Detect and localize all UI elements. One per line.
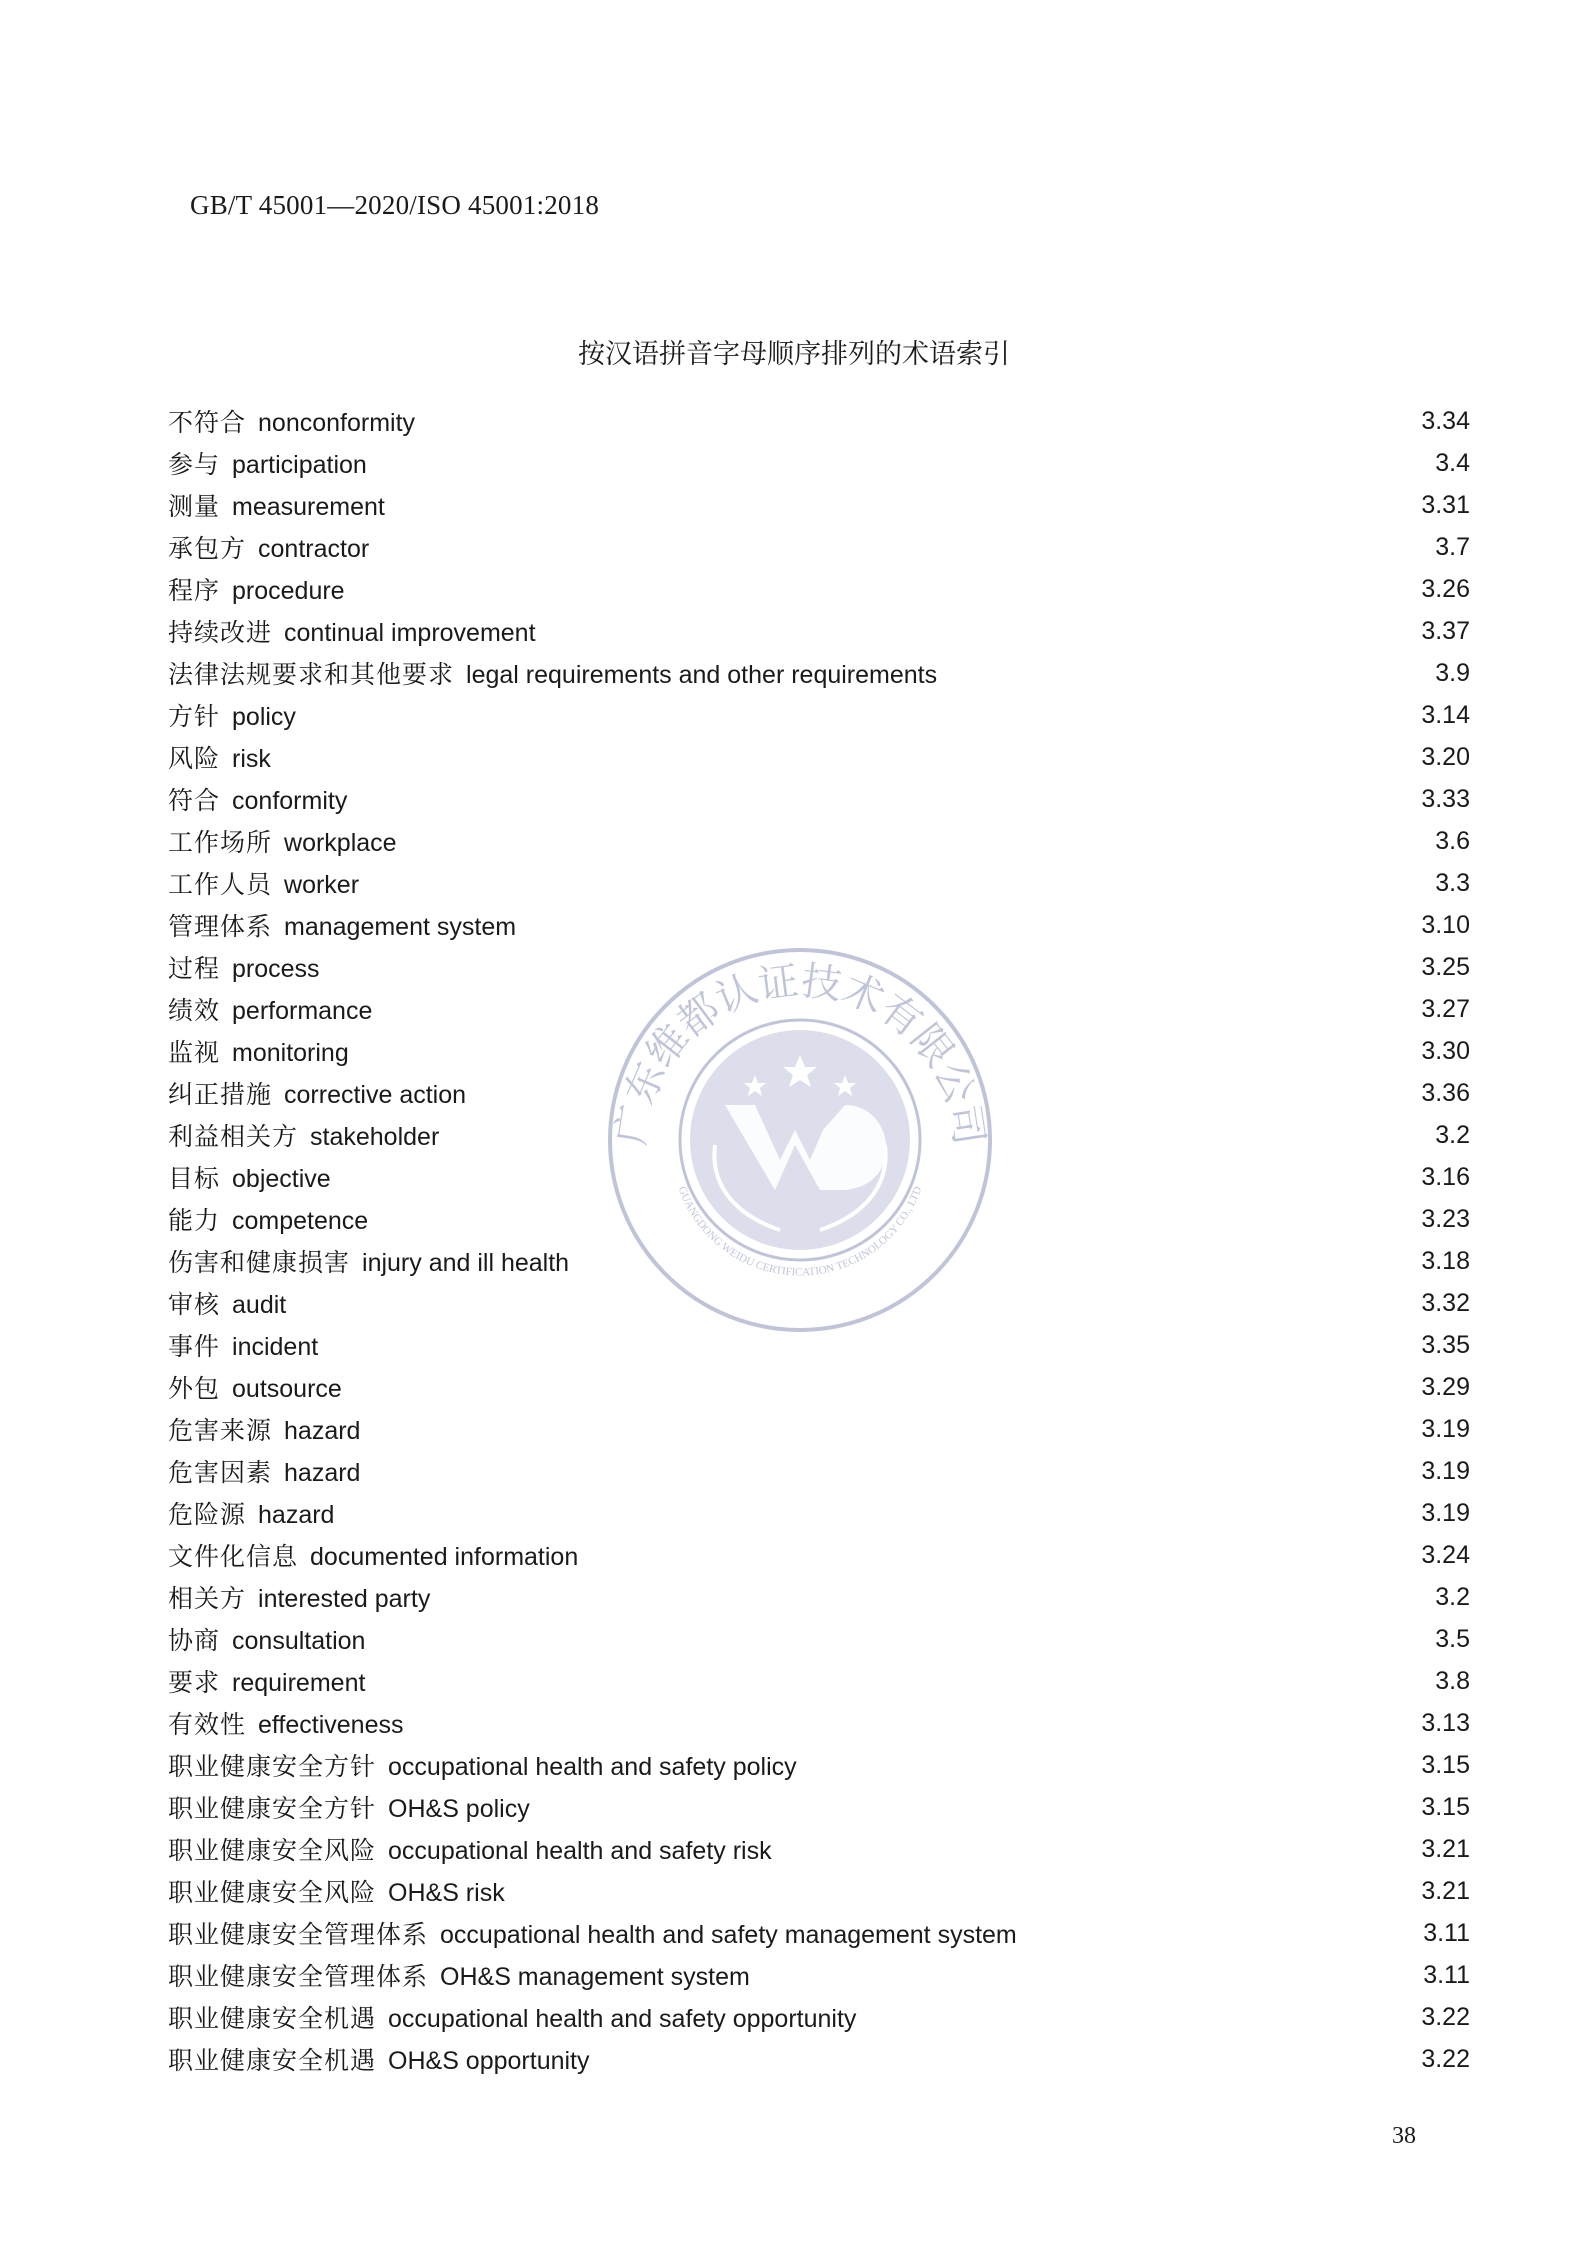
index-entry-term xyxy=(168,1999,856,2035)
clause-reference: 3.32 xyxy=(1421,1288,1470,1317)
index-entry-term xyxy=(168,1621,365,1657)
term-english: legal requirements and other requirements xyxy=(466,661,938,689)
clause-reference: 3.18 xyxy=(1421,1246,1470,1275)
clause-reference: 3.22 xyxy=(1421,2044,1470,2073)
clause-reference: 3.5 xyxy=(1435,1624,1470,1653)
clause-reference: 3.19 xyxy=(1421,1456,1470,1485)
term-chinese: 不符合 xyxy=(168,408,247,437)
index-entry-term xyxy=(168,1243,569,1279)
seal-company-name: 广东维都认证技术有限公司 xyxy=(608,958,992,1149)
term-chinese: 风险 xyxy=(168,744,221,773)
clause-reference: 3.4 xyxy=(1435,448,1470,477)
clause-reference: 3.14 xyxy=(1421,700,1470,729)
index-entry xyxy=(168,484,1470,526)
term-chinese: 监视 xyxy=(168,1038,221,1067)
index-entry xyxy=(168,442,1470,484)
term-english: stakeholder xyxy=(310,1123,440,1151)
clause-reference: 3.6 xyxy=(1435,826,1470,855)
index-entry-term xyxy=(168,1873,505,1909)
term-english: occupational health and safety risk xyxy=(388,1837,772,1865)
clause-reference: 3.23 xyxy=(1421,1204,1470,1233)
index-entry-term xyxy=(168,1495,334,1531)
index-entry-term xyxy=(168,1705,403,1741)
term-english: measurement xyxy=(232,493,385,521)
index-entry-term xyxy=(168,1075,466,1111)
term-chinese: 职业健康安全机遇 xyxy=(168,2004,377,2033)
clause-reference: 3.2 xyxy=(1435,1120,1470,1149)
clause-reference: 3.21 xyxy=(1421,1876,1470,1905)
clause-reference: 3.34 xyxy=(1421,406,1470,435)
index-entry-term xyxy=(168,991,372,1027)
index-entry xyxy=(168,694,1470,736)
index-entry-term xyxy=(168,1327,318,1363)
index-entry-term xyxy=(168,865,359,901)
index-entry-term xyxy=(168,697,296,733)
index-entry-term xyxy=(168,2041,590,2077)
term-chinese: 危害来源 xyxy=(168,1416,273,1445)
term-english: participation xyxy=(232,451,367,479)
index-entry xyxy=(168,1366,1470,1408)
index-entry-term xyxy=(168,823,397,859)
term-chinese: 事件 xyxy=(168,1332,221,1361)
index-entry-term xyxy=(168,1453,360,1489)
index-entry xyxy=(168,988,1470,1030)
index-entry xyxy=(168,526,1470,568)
index-entry xyxy=(168,1870,1470,1912)
index-title: 按汉语拼音字母顺序排列的术语索引 xyxy=(578,339,1010,370)
term-english: interested party xyxy=(258,1585,431,1613)
term-chinese: 方针 xyxy=(168,702,221,731)
clause-reference: 3.2 xyxy=(1435,1582,1470,1611)
term-english: conformity xyxy=(232,787,348,815)
term-chinese: 纠正措施 xyxy=(168,1080,273,1109)
index-entry xyxy=(168,1198,1470,1240)
clause-reference: 3.24 xyxy=(1421,1540,1470,1569)
index-entry xyxy=(168,736,1470,778)
term-chinese: 相关方 xyxy=(168,1584,247,1613)
index-entry xyxy=(168,2038,1470,2080)
term-chinese: 要求 xyxy=(168,1668,221,1697)
index-entry xyxy=(168,1744,1470,1786)
clause-reference: 3.22 xyxy=(1421,2002,1470,2031)
clause-reference: 3.37 xyxy=(1421,616,1470,645)
term-chinese: 绩效 xyxy=(168,996,221,1025)
index-entry-term xyxy=(168,529,369,565)
term-index-list xyxy=(168,400,1470,2080)
clause-reference: 3.11 xyxy=(1423,1918,1470,1947)
term-english: OH&S opportunity xyxy=(388,2047,590,2075)
term-english: continual improvement xyxy=(284,619,536,647)
term-english: process xyxy=(232,955,320,983)
index-entry-term xyxy=(168,907,516,943)
index-entry xyxy=(168,568,1470,610)
term-chinese: 目标 xyxy=(168,1164,221,1193)
term-english: nonconformity xyxy=(258,409,416,437)
index-entry-term xyxy=(168,1789,530,1825)
clause-reference: 3.7 xyxy=(1435,532,1470,561)
index-entry-term xyxy=(168,1663,365,1699)
term-chinese: 职业健康安全管理体系 xyxy=(168,1920,429,1949)
index-entry xyxy=(168,1660,1470,1702)
term-english: policy xyxy=(232,703,296,731)
term-english: documented information xyxy=(310,1543,579,1571)
clause-reference: 3.15 xyxy=(1421,1750,1470,1779)
index-entry xyxy=(168,904,1470,946)
clause-reference: 3.29 xyxy=(1421,1372,1470,1401)
term-english: incident xyxy=(232,1333,319,1361)
term-chinese: 外包 xyxy=(168,1374,221,1403)
term-english: OH&S risk xyxy=(388,1879,505,1907)
clause-reference: 3.20 xyxy=(1421,742,1470,771)
term-english: contractor xyxy=(258,535,370,563)
term-english: audit xyxy=(232,1291,287,1319)
index-entry xyxy=(168,1324,1470,1366)
index-entry xyxy=(168,1114,1470,1156)
index-entry xyxy=(168,1030,1470,1072)
clause-reference: 3.8 xyxy=(1435,1666,1470,1695)
clause-reference: 3.11 xyxy=(1423,1960,1470,1989)
term-chinese: 职业健康安全方针 xyxy=(168,1794,377,1823)
term-chinese: 职业健康安全机遇 xyxy=(168,2046,377,2075)
index-entry-term xyxy=(168,949,320,985)
index-entry xyxy=(168,1954,1470,1996)
term-english: workplace xyxy=(284,829,397,857)
index-entry xyxy=(168,1828,1470,1870)
clause-reference: 3.21 xyxy=(1421,1834,1470,1863)
term-english: occupational health and safety policy xyxy=(388,1753,797,1781)
clause-reference: 3.19 xyxy=(1421,1414,1470,1443)
term-chinese: 程序 xyxy=(168,576,221,605)
index-entry-term xyxy=(168,487,385,523)
index-entry xyxy=(168,946,1470,988)
term-english: procedure xyxy=(232,577,345,605)
index-entry-term xyxy=(168,1915,1017,1951)
index-entry xyxy=(168,1450,1470,1492)
index-entry-term xyxy=(168,1579,430,1615)
term-english: outsource xyxy=(232,1375,342,1403)
term-chinese: 法律法规要求和其他要求 xyxy=(168,660,455,689)
term-english: competence xyxy=(232,1207,369,1235)
term-chinese: 文件化信息 xyxy=(168,1542,299,1571)
index-entry xyxy=(168,1702,1470,1744)
term-english: worker xyxy=(284,871,360,899)
clause-reference: 3.15 xyxy=(1421,1792,1470,1821)
term-chinese: 持续改进 xyxy=(168,618,273,647)
standard-code-header: GB/T 45001—2020/ISO 45001:2018 xyxy=(190,190,600,220)
term-chinese: 参与 xyxy=(168,450,221,479)
index-entry-term xyxy=(168,571,345,607)
term-chinese: 危害因素 xyxy=(168,1458,273,1487)
term-english: occupational health and safety management system xyxy=(440,1921,1017,1949)
index-entry xyxy=(168,1618,1470,1660)
term-english: occupational health and safety opportunity xyxy=(388,2005,857,2033)
term-english: injury and ill health xyxy=(362,1249,570,1277)
index-entry-term xyxy=(168,1201,368,1237)
clause-reference: 3.35 xyxy=(1421,1330,1470,1359)
index-entry xyxy=(168,1240,1470,1282)
term-english: hazard xyxy=(258,1501,335,1529)
index-entry xyxy=(168,652,1470,694)
index-entry xyxy=(168,1534,1470,1576)
term-chinese: 危险源 xyxy=(168,1500,247,1529)
term-chinese: 协商 xyxy=(168,1626,221,1655)
term-chinese: 有效性 xyxy=(168,1710,247,1739)
clause-reference: 3.25 xyxy=(1421,952,1470,981)
index-entry-term xyxy=(168,1117,439,1153)
index-entry xyxy=(168,1912,1470,1954)
clause-reference: 3.33 xyxy=(1421,784,1470,813)
term-chinese: 测量 xyxy=(168,492,221,521)
term-english: performance xyxy=(232,997,373,1025)
clause-reference: 3.13 xyxy=(1421,1708,1470,1737)
index-entry-term xyxy=(168,1831,772,1867)
term-english: hazard xyxy=(284,1417,361,1445)
index-entry xyxy=(168,1786,1470,1828)
index-entry xyxy=(168,778,1470,820)
index-entry-term xyxy=(168,1159,331,1195)
index-entry-term xyxy=(168,403,415,439)
term-english: objective xyxy=(232,1165,331,1193)
index-entry xyxy=(168,820,1470,862)
index-entry-term xyxy=(168,445,367,481)
term-chinese: 职业健康安全管理体系 xyxy=(168,1962,429,1991)
index-entry-term xyxy=(168,1285,286,1321)
term-english: requirement xyxy=(232,1669,366,1697)
term-chinese: 管理体系 xyxy=(168,912,273,941)
clause-reference: 3.27 xyxy=(1421,994,1470,1023)
index-entry-term xyxy=(168,1411,360,1447)
clause-reference: 3.31 xyxy=(1421,490,1470,519)
index-entry xyxy=(168,610,1470,652)
term-chinese: 利益相关方 xyxy=(168,1122,299,1151)
term-chinese: 符合 xyxy=(168,786,221,815)
term-english: management system xyxy=(284,913,517,941)
term-english: consultation xyxy=(232,1627,366,1655)
clause-reference: 3.26 xyxy=(1421,574,1470,603)
term-english: OH&S policy xyxy=(388,1795,530,1823)
term-chinese: 职业健康安全方针 xyxy=(168,1752,377,1781)
index-entry-term xyxy=(168,1957,750,1993)
index-entry xyxy=(168,1282,1470,1324)
index-entry-term xyxy=(168,613,536,649)
index-entry xyxy=(168,1492,1470,1534)
term-chinese: 职业健康安全风险 xyxy=(168,1878,377,1907)
clause-reference: 3.36 xyxy=(1421,1078,1470,1107)
seal-company-name-en: GUANGDONG WEIDU CERTIFICATION TECHNOLOGY CO., LTD xyxy=(675,1184,925,1279)
term-english: monitoring xyxy=(232,1039,349,1067)
index-entry xyxy=(168,400,1470,442)
index-entry-term xyxy=(168,739,271,775)
clause-reference: 3.9 xyxy=(1435,658,1470,687)
index-entry xyxy=(168,1408,1470,1450)
term-chinese: 工作人员 xyxy=(168,870,273,899)
page-number: 38 xyxy=(1392,2123,1416,2149)
index-entry xyxy=(168,862,1470,904)
index-entry-term xyxy=(168,1537,578,1573)
clause-reference: 3.19 xyxy=(1421,1498,1470,1527)
term-chinese: 职业健康安全风险 xyxy=(168,1836,377,1865)
index-entry xyxy=(168,1156,1470,1198)
clause-reference: 3.30 xyxy=(1421,1036,1470,1065)
term-english: corrective action xyxy=(284,1081,467,1109)
clause-reference: 3.10 xyxy=(1421,910,1470,939)
index-entry-term xyxy=(168,781,347,817)
term-chinese: 工作场所 xyxy=(168,828,273,857)
term-chinese: 承包方 xyxy=(168,534,247,563)
term-english: effectiveness xyxy=(258,1711,404,1739)
term-english: OH&S management system xyxy=(440,1963,750,1991)
index-entry-term xyxy=(168,655,937,691)
term-chinese: 过程 xyxy=(168,954,221,983)
term-chinese: 审核 xyxy=(168,1290,221,1319)
index-entry-term xyxy=(168,1747,797,1783)
term-chinese: 能力 xyxy=(168,1206,221,1235)
index-entry-term xyxy=(168,1033,349,1069)
clause-reference: 3.3 xyxy=(1435,868,1470,897)
index-entry xyxy=(168,1576,1470,1618)
index-entry xyxy=(168,1072,1470,1114)
term-english: hazard xyxy=(284,1459,361,1487)
term-english: risk xyxy=(232,745,271,773)
clause-reference: 3.16 xyxy=(1421,1162,1470,1191)
index-entry xyxy=(168,1996,1470,2038)
index-entry-term xyxy=(168,1369,342,1405)
term-chinese: 伤害和健康损害 xyxy=(168,1248,351,1277)
